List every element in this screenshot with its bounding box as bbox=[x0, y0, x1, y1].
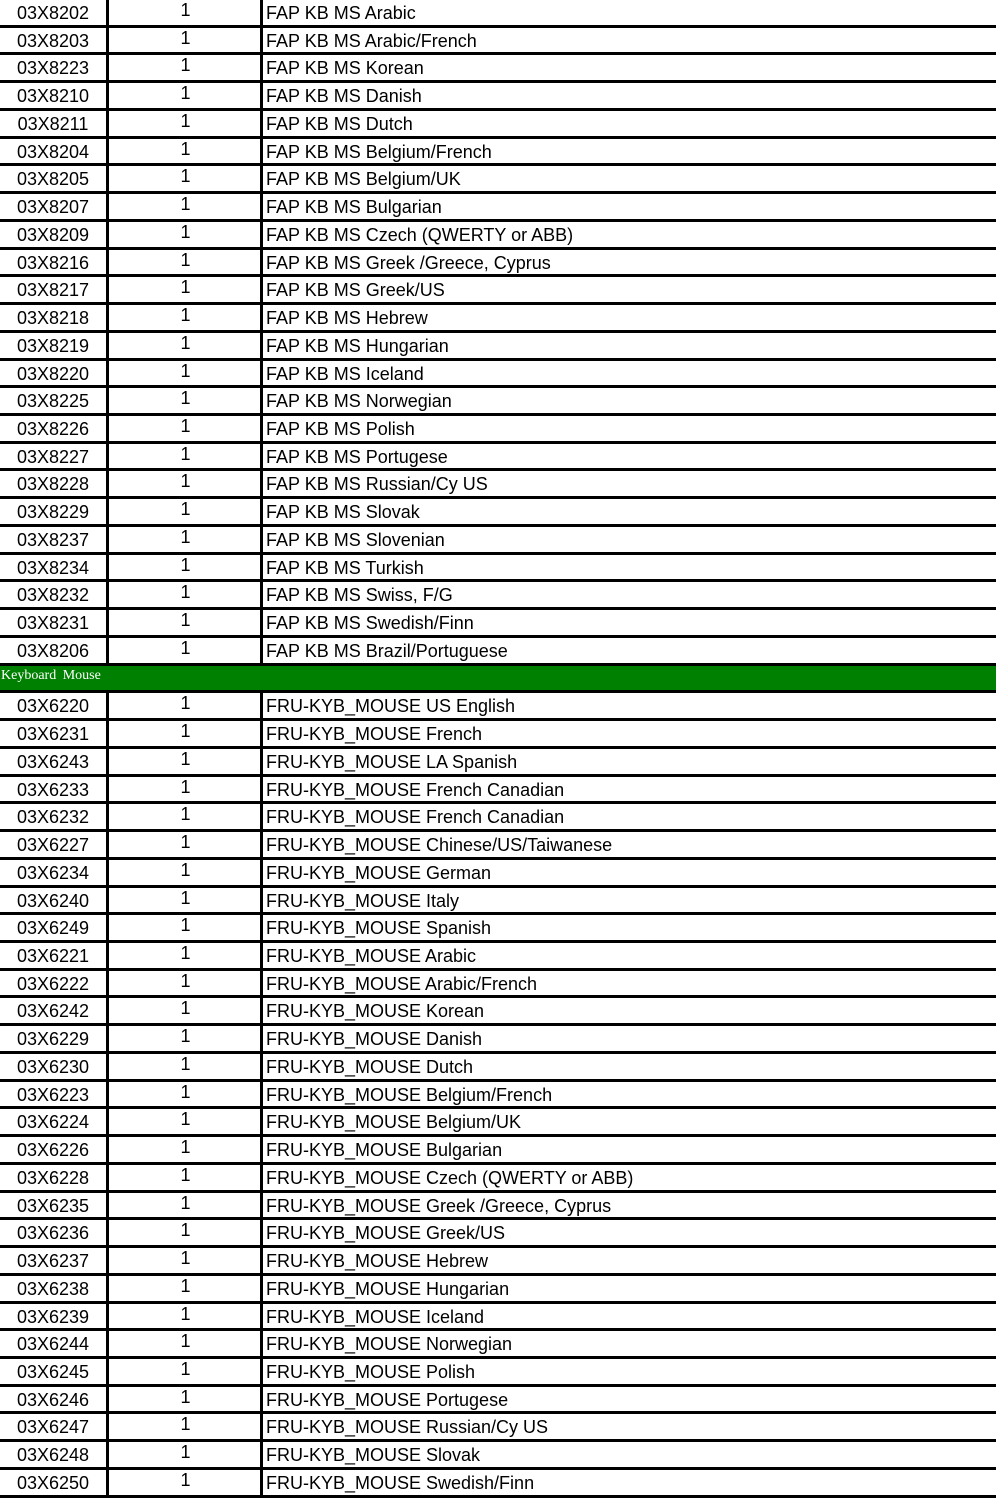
table-row bbox=[0, 610, 996, 638]
table-row bbox=[0, 139, 996, 167]
description-cell: FAP KB MS Swedish/Finn bbox=[260, 610, 996, 635]
description-cell: FAP KB MS Bulgarian bbox=[260, 194, 996, 219]
quantity-cell: 1 bbox=[106, 915, 262, 940]
table-row bbox=[0, 1359, 996, 1387]
table-row bbox=[0, 1082, 996, 1110]
quantity-cell: 1 bbox=[106, 388, 262, 413]
description-cell: FRU-KYB_MOUSE Portugese bbox=[260, 1387, 996, 1412]
table-row bbox=[0, 471, 996, 499]
description-cell: FAP KB MS Belgium/UK bbox=[260, 166, 996, 191]
description-cell: FRU-KYB_MOUSE Belgium/UK bbox=[260, 1109, 996, 1134]
part-number-cell: 03X6236 bbox=[16, 1223, 90, 1244]
quantity-cell: 1 bbox=[106, 305, 262, 330]
part-number-cell: 03X6244 bbox=[16, 1334, 90, 1355]
part-number-cell: 03X6232 bbox=[16, 807, 90, 828]
description-cell: FAP KB MS Swiss, F/G bbox=[260, 582, 996, 607]
part-number-cell: 03X8206 bbox=[16, 640, 90, 661]
description-cell: FRU-KYB_MOUSE US English bbox=[260, 693, 996, 718]
table-row bbox=[0, 888, 996, 916]
table-row bbox=[0, 388, 996, 416]
quantity-cell: 1 bbox=[106, 1470, 262, 1495]
description-cell: FRU-KYB_MOUSE Chinese/US/Taiwanese bbox=[260, 832, 996, 857]
description-cell: FRU-KYB_MOUSE Bulgarian bbox=[260, 1137, 996, 1162]
table-row bbox=[0, 1442, 996, 1470]
table-row bbox=[0, 111, 996, 139]
table-row bbox=[0, 55, 996, 83]
part-number-cell: 03X6220 bbox=[16, 696, 90, 717]
part-number-cell: 03X8217 bbox=[16, 280, 90, 301]
quantity-cell: 1 bbox=[106, 1442, 262, 1467]
description-cell: FRU-KYB_MOUSE Russian/Cy US bbox=[260, 1414, 996, 1439]
quantity-cell: 1 bbox=[106, 888, 262, 913]
description-cell: FRU-KYB_MOUSE Arabic bbox=[260, 943, 996, 968]
part-number-cell: 03X8232 bbox=[16, 585, 90, 606]
part-number-cell: 03X8209 bbox=[16, 224, 90, 245]
quantity-cell: 1 bbox=[106, 1165, 262, 1190]
part-number-cell: 03X6239 bbox=[16, 1306, 90, 1327]
quantity-cell: 1 bbox=[106, 1193, 262, 1218]
description-cell: FAP KB MS Slovak bbox=[260, 499, 996, 524]
quantity-cell: 1 bbox=[106, 1026, 262, 1051]
quantity-cell: 1 bbox=[106, 1387, 262, 1412]
quantity-cell: 1 bbox=[106, 777, 262, 802]
table-row bbox=[0, 582, 996, 610]
quantity-cell: 1 bbox=[106, 83, 262, 108]
quantity-cell: 1 bbox=[106, 832, 262, 857]
table-row bbox=[0, 638, 996, 666]
quantity-cell: 1 bbox=[106, 222, 262, 247]
table-row bbox=[0, 28, 996, 56]
description-cell: FAP KB MS Norwegian bbox=[260, 388, 996, 413]
quantity-cell: 1 bbox=[106, 277, 262, 302]
description-cell: FRU-KYB_MOUSE Greek /Greece, Cyprus bbox=[260, 1193, 996, 1218]
description-cell: FRU-KYB_MOUSE German bbox=[260, 860, 996, 885]
table-row bbox=[0, 555, 996, 583]
table-row bbox=[0, 1026, 996, 1054]
part-number-cell: 03X6228 bbox=[16, 1167, 90, 1188]
part-number-cell: 03X8216 bbox=[16, 252, 90, 273]
table-row bbox=[0, 277, 996, 305]
quantity-cell: 1 bbox=[106, 1054, 262, 1079]
table-row bbox=[0, 333, 996, 361]
table-row bbox=[0, 1109, 996, 1137]
description-cell: FAP KB MS Hebrew bbox=[260, 305, 996, 330]
description-cell: FRU-KYB_MOUSE French bbox=[260, 721, 996, 746]
quantity-cell: 1 bbox=[106, 416, 262, 441]
description-cell: FAP KB MS Belgium/French bbox=[260, 139, 996, 164]
description-cell: FAP KB MS Greek /Greece, Cyprus bbox=[260, 250, 996, 275]
part-number-cell: 03X8227 bbox=[16, 446, 90, 467]
table-row bbox=[0, 1054, 996, 1082]
table-row bbox=[0, 721, 996, 749]
part-number-cell: 03X8203 bbox=[16, 30, 90, 51]
description-cell: FAP KB MS Iceland bbox=[260, 361, 996, 386]
description-cell: FAP KB MS Korean bbox=[260, 55, 996, 80]
quantity-cell: 1 bbox=[106, 1220, 262, 1245]
part-number-cell: 03X6246 bbox=[16, 1389, 90, 1410]
table-row bbox=[0, 83, 996, 111]
table-row bbox=[0, 749, 996, 777]
quantity-cell: 1 bbox=[106, 361, 262, 386]
description-cell: FAP KB MS Turkish bbox=[260, 555, 996, 580]
description-cell: FAP KB MS Czech (QWERTY or ABB) bbox=[260, 222, 996, 247]
description-cell: FRU-KYB_MOUSE Norwegian bbox=[260, 1331, 996, 1356]
quantity-cell: 1 bbox=[106, 1331, 262, 1356]
description-cell: FAP KB MS Hungarian bbox=[260, 333, 996, 358]
part-number-cell: 03X8231 bbox=[16, 613, 90, 634]
table-row bbox=[0, 1137, 996, 1165]
quantity-cell: 1 bbox=[106, 971, 262, 996]
quantity-cell: 1 bbox=[106, 0, 262, 25]
description-cell: FAP KB MS Polish bbox=[260, 416, 996, 441]
part-number-cell: 03X6221 bbox=[16, 945, 90, 966]
description-cell: FRU-KYB_MOUSE Italy bbox=[260, 888, 996, 913]
description-cell: FRU-KYB_MOUSE Czech (QWERTY or ABB) bbox=[260, 1165, 996, 1190]
quantity-cell: 1 bbox=[106, 860, 262, 885]
description-cell: FAP KB MS Arabic/French bbox=[260, 28, 996, 53]
quantity-cell: 1 bbox=[106, 166, 262, 191]
table-row bbox=[0, 1276, 996, 1304]
quantity-cell: 1 bbox=[106, 527, 262, 552]
description-cell: FRU-KYB_MOUSE Spanish bbox=[260, 915, 996, 940]
section-header-label: Keyboard Mouse bbox=[1, 667, 101, 683]
description-cell: FRU-KYB_MOUSE Iceland bbox=[260, 1304, 996, 1329]
table-row bbox=[0, 444, 996, 472]
table-row bbox=[0, 915, 996, 943]
table-row bbox=[0, 416, 996, 444]
part-number-cell: 03X8225 bbox=[16, 391, 90, 412]
part-number-cell: 03X6240 bbox=[16, 890, 90, 911]
table-row bbox=[0, 777, 996, 805]
part-number-cell: 03X8219 bbox=[16, 335, 90, 356]
description-cell: FRU-KYB_MOUSE French Canadian bbox=[260, 777, 996, 802]
part-number-cell: 03X8218 bbox=[16, 308, 90, 329]
quantity-cell: 1 bbox=[106, 943, 262, 968]
part-number-cell: 03X8210 bbox=[16, 86, 90, 107]
table-row bbox=[0, 527, 996, 555]
quantity-cell: 1 bbox=[106, 1414, 262, 1439]
quantity-cell: 1 bbox=[106, 693, 262, 718]
description-cell: FRU-KYB_MOUSE Swedish/Finn bbox=[260, 1470, 996, 1495]
table-row bbox=[0, 804, 996, 832]
table-row bbox=[0, 361, 996, 389]
table-row bbox=[0, 860, 996, 888]
part-number-cell: 03X6238 bbox=[16, 1278, 90, 1299]
part-number-cell: 03X6242 bbox=[16, 1001, 90, 1022]
table-row bbox=[0, 1414, 996, 1442]
description-cell: FAP KB MS Danish bbox=[260, 83, 996, 108]
part-number-cell: 03X8234 bbox=[16, 557, 90, 578]
table-row bbox=[0, 222, 996, 250]
table-row bbox=[0, 1193, 996, 1221]
part-number-cell: 03X6247 bbox=[16, 1417, 90, 1438]
quantity-cell: 1 bbox=[106, 1248, 262, 1273]
part-number-cell: 03X8226 bbox=[16, 419, 90, 440]
description-cell: FAP KB MS Portugese bbox=[260, 444, 996, 469]
part-number-cell: 03X6250 bbox=[16, 1472, 90, 1493]
part-number-cell: 03X6231 bbox=[16, 724, 90, 745]
table-row bbox=[0, 305, 996, 333]
table-row bbox=[0, 0, 996, 28]
quantity-cell: 1 bbox=[106, 250, 262, 275]
quantity-cell: 1 bbox=[106, 444, 262, 469]
part-number-cell: 03X8202 bbox=[16, 3, 90, 23]
description-cell: FRU-KYB_MOUSE Korean bbox=[260, 998, 996, 1023]
quantity-cell: 1 bbox=[106, 749, 262, 774]
part-number-cell: 03X6248 bbox=[16, 1445, 90, 1466]
quantity-cell: 1 bbox=[106, 333, 262, 358]
part-number-cell: 03X6226 bbox=[16, 1140, 90, 1161]
table-row bbox=[0, 166, 996, 194]
quantity-cell: 1 bbox=[106, 1109, 262, 1134]
table-row bbox=[0, 832, 996, 860]
part-number-cell: 03X8229 bbox=[16, 502, 90, 523]
table-row bbox=[0, 943, 996, 971]
part-number-cell: 03X6227 bbox=[16, 835, 90, 856]
quantity-cell: 1 bbox=[106, 804, 262, 829]
description-cell: FRU-KYB_MOUSE Hungarian bbox=[260, 1276, 996, 1301]
quantity-cell: 1 bbox=[106, 55, 262, 80]
quantity-cell: 1 bbox=[106, 638, 262, 663]
quantity-cell: 1 bbox=[106, 555, 262, 580]
description-cell: FRU-KYB_MOUSE LA Spanish bbox=[260, 749, 996, 774]
part-number-cell: 03X8220 bbox=[16, 363, 90, 384]
table-row bbox=[0, 194, 996, 222]
description-cell: FRU-KYB_MOUSE Arabic/French bbox=[260, 971, 996, 996]
quantity-cell: 1 bbox=[106, 111, 262, 136]
part-number-cell: 03X6243 bbox=[16, 751, 90, 772]
quantity-cell: 1 bbox=[106, 139, 262, 164]
description-cell: FAP KB MS Greek/US bbox=[260, 277, 996, 302]
part-number-cell: 03X8205 bbox=[16, 169, 90, 190]
table-row bbox=[0, 1470, 996, 1498]
description-cell: FRU-KYB_MOUSE Greek/US bbox=[260, 1220, 996, 1245]
description-cell: FRU-KYB_MOUSE Hebrew bbox=[260, 1248, 996, 1273]
description-cell: FRU-KYB_MOUSE Polish bbox=[260, 1359, 996, 1384]
quantity-cell: 1 bbox=[106, 194, 262, 219]
quantity-cell: 1 bbox=[106, 471, 262, 496]
quantity-cell: 1 bbox=[106, 998, 262, 1023]
quantity-cell: 1 bbox=[106, 1304, 262, 1329]
quantity-cell: 1 bbox=[106, 1082, 262, 1107]
table-row bbox=[0, 1331, 996, 1359]
table-row bbox=[0, 971, 996, 999]
quantity-cell: 1 bbox=[106, 28, 262, 53]
quantity-cell: 1 bbox=[106, 499, 262, 524]
description-cell: FRU-KYB_MOUSE Danish bbox=[260, 1026, 996, 1051]
table-row bbox=[0, 1248, 996, 1276]
description-cell: FAP KB MS Russian/Cy US bbox=[260, 471, 996, 496]
part-number-cell: 03X8207 bbox=[16, 197, 90, 218]
part-number-cell: 03X6234 bbox=[16, 862, 90, 883]
part-number-cell: 03X6245 bbox=[16, 1361, 90, 1382]
part-number-cell: 03X6249 bbox=[16, 918, 90, 939]
part-number-cell: 03X6223 bbox=[16, 1084, 90, 1105]
description-cell: FAP KB MS Slovenian bbox=[260, 527, 996, 552]
description-cell: FRU-KYB_MOUSE Belgium/French bbox=[260, 1082, 996, 1107]
quantity-cell: 1 bbox=[106, 582, 262, 607]
part-number-cell: 03X6230 bbox=[16, 1056, 90, 1077]
part-number-cell: 03X8237 bbox=[16, 529, 90, 550]
description-cell: FAP KB MS Arabic bbox=[260, 0, 996, 25]
part-number-cell: 03X6237 bbox=[16, 1251, 90, 1272]
description-cell: FRU-KYB_MOUSE Slovak bbox=[260, 1442, 996, 1467]
part-number-cell: 03X6222 bbox=[16, 973, 90, 994]
description-cell: FAP KB MS Dutch bbox=[260, 111, 996, 136]
part-number-cell: 03X6229 bbox=[16, 1029, 90, 1050]
table-row bbox=[0, 693, 996, 721]
part-number-cell: 03X8223 bbox=[16, 58, 90, 79]
quantity-cell: 1 bbox=[106, 610, 262, 635]
quantity-cell: 1 bbox=[106, 1276, 262, 1301]
table-row bbox=[0, 1165, 996, 1193]
table-row bbox=[0, 998, 996, 1026]
part-number-cell: 03X8228 bbox=[16, 474, 90, 495]
part-number-cell: 03X6224 bbox=[16, 1112, 90, 1133]
table-row bbox=[0, 499, 996, 527]
description-cell: FAP KB MS Brazil/Portuguese bbox=[260, 638, 996, 663]
part-number-cell: 03X8204 bbox=[16, 141, 90, 162]
table-row bbox=[0, 1220, 996, 1248]
table-row bbox=[0, 1387, 996, 1415]
quantity-cell: 1 bbox=[106, 1359, 262, 1384]
table-row bbox=[0, 250, 996, 278]
description-cell: FRU-KYB_MOUSE French Canadian bbox=[260, 804, 996, 829]
quantity-cell: 1 bbox=[106, 721, 262, 746]
description-cell: FRU-KYB_MOUSE Dutch bbox=[260, 1054, 996, 1079]
part-number-cell: 03X6235 bbox=[16, 1195, 90, 1216]
quantity-cell: 1 bbox=[106, 1137, 262, 1162]
section-header-row bbox=[0, 666, 996, 694]
part-number-cell: 03X8211 bbox=[17, 113, 89, 134]
table-row bbox=[0, 1304, 996, 1332]
part-number-cell: 03X6233 bbox=[16, 779, 90, 800]
